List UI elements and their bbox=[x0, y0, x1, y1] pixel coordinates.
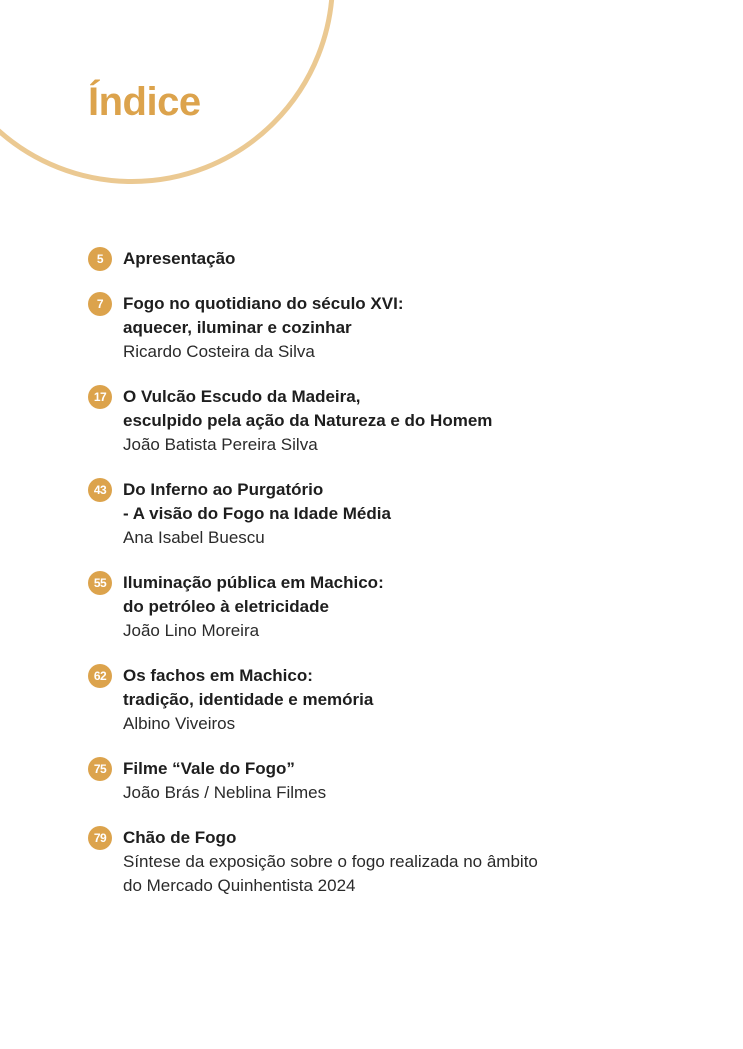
entry-author: Ana Isabel Buescu bbox=[123, 528, 265, 547]
entry-title: Os fachos em Machico: tradição, identidade e memória bbox=[123, 666, 374, 709]
toc-entry-inferno-purgatorio[interactable] bbox=[88, 478, 688, 550]
toc-entry-apresentacao[interactable] bbox=[88, 247, 688, 271]
toc-entry-iluminacao-publica[interactable] bbox=[88, 571, 688, 643]
page-number-badge: 79 bbox=[88, 826, 112, 850]
entry-title: Filme “Vale do Fogo” bbox=[123, 759, 295, 778]
entry-title: Fogo no quotidiano do século XVI: aquecer, iluminar e cozinhar bbox=[123, 294, 404, 337]
table-of-contents bbox=[88, 247, 688, 919]
toc-entry-fachos-machico[interactable] bbox=[88, 664, 688, 736]
toc-entry-chao-de-fogo[interactable] bbox=[88, 826, 688, 898]
entry-author: João Lino Moreira bbox=[123, 621, 260, 640]
entry-author: João Batista Pereira Silva bbox=[123, 435, 318, 454]
page-number-badge: 5 bbox=[88, 247, 112, 271]
entry-author: Ricardo Costeira da Silva bbox=[123, 342, 315, 361]
toc-entry-fogo-quotidiano[interactable] bbox=[88, 292, 688, 364]
toc-entry-filme-vale-do-fogo[interactable] bbox=[88, 757, 688, 805]
page-number-badge: 43 bbox=[88, 478, 112, 502]
page-title: Índice bbox=[88, 80, 201, 124]
entry-title: Do Inferno ao Purgatório - A visão do Fogo na Idade Média bbox=[123, 480, 391, 523]
page-number-badge: 7 bbox=[88, 292, 112, 316]
page-number-badge: 62 bbox=[88, 664, 112, 688]
entry-title: O Vulcão Escudo da Madeira, esculpido pela ação da Natureza e do Homem bbox=[123, 387, 493, 430]
entry-author: Síntese da exposição sobre o fogo realizada no âmbito do Mercado Quinhentista 2024 bbox=[123, 852, 538, 895]
entry-title: Chão de Fogo bbox=[123, 828, 237, 847]
page-number-badge: 17 bbox=[88, 385, 112, 409]
page-number-badge: 55 bbox=[88, 571, 112, 595]
entry-author: Albino Viveiros bbox=[123, 714, 236, 733]
entry-author: João Brás / Neblina Filmes bbox=[123, 783, 327, 802]
entry-title: Apresentação bbox=[123, 249, 236, 268]
toc-entry-vulcao-escudo[interactable] bbox=[88, 385, 688, 457]
page-number-badge: 75 bbox=[88, 757, 112, 781]
entry-title: Iluminação pública em Machico: do petróleo à eletricidade bbox=[123, 573, 384, 616]
